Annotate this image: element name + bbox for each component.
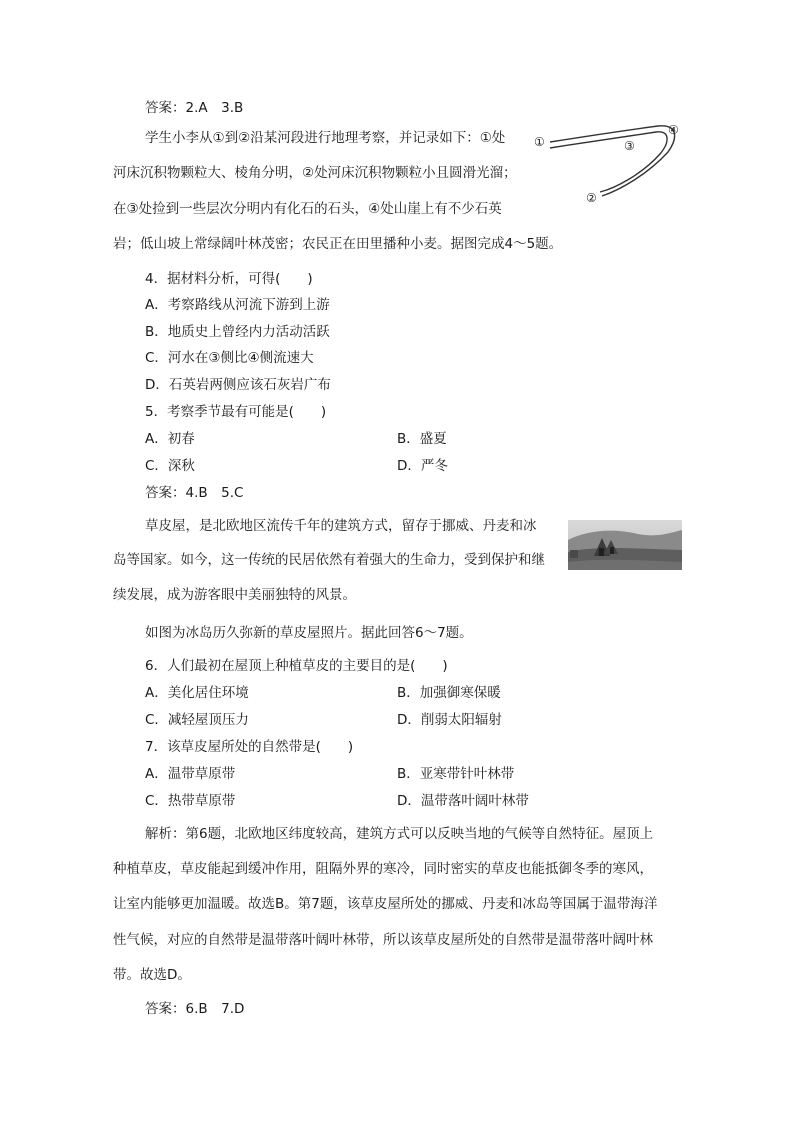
- river-bank-outer: [550, 126, 675, 196]
- q5-option-b: B．盛夏: [397, 431, 447, 447]
- analysis-line2: 种植草皮，草皮能起到缓冲作用，阻隔外界的寒冷，同时密实的草皮也能抵御冬季的寒风，: [113, 861, 653, 877]
- turf-house-image: [568, 520, 682, 570]
- q7-option-d: D．温带落叶阔叶林带: [397, 793, 529, 809]
- q4-option-c: C．河水在③侧比④侧流速大: [145, 350, 314, 366]
- q6-stem: 6．人们最初在屋顶上种植草皮的主要目的是( ): [145, 658, 448, 674]
- intro1-line2: 河床沉积物颗粒大、棱角分明，②处河床沉积物颗粒小且圆滑光溜；: [113, 165, 517, 181]
- river-label-1: ①: [534, 135, 545, 149]
- analysis-line1: 解析：第6题，北欧地区纬度较高，建筑方式可以反映当地的气候等自然特征。屋顶上: [145, 826, 654, 842]
- q7-option-c: C．热带草原带: [145, 793, 236, 809]
- intro2-line4: 如图为冰岛历久弥新的草皮屋照片。据此回答6～7题。: [145, 625, 473, 641]
- q4-option-b: B．地质史上曾经内力活动活跃: [145, 324, 330, 340]
- river-label-3: ③: [624, 139, 635, 153]
- q4-option-d: D．石英岩两侧应该石灰岩广布: [145, 377, 331, 393]
- q5-option-d: D．严冬: [397, 458, 448, 474]
- intro1-line1: 学生小李从①到②沿某河段进行地理考察，并记录如下：①处: [145, 130, 506, 146]
- intro1-line4: 岩；低山坡上常绿阔叶林茂密；农民正在田里播种小麦。据图完成4～5题。: [113, 236, 563, 252]
- q5-option-c: C．深秋: [145, 458, 195, 474]
- q6-option-c: C．减轻屋顶压力: [145, 712, 249, 728]
- q6-option-d: D．削弱太阳辐射: [397, 712, 502, 728]
- answer-6-7: 答案：6.B 7.D: [145, 1001, 245, 1017]
- q7-stem: 7．该草皮屋所处的自然带是( ): [145, 739, 354, 755]
- q5-option-a: A．初春: [145, 431, 195, 447]
- q6-option-b: B．加强御寒保暖: [397, 685, 501, 701]
- river-bank-inner: [550, 132, 667, 192]
- river-label-2: ②: [586, 191, 597, 205]
- q7-option-a: A．温带草原带: [145, 766, 236, 782]
- turf-house-photo: [568, 520, 682, 570]
- analysis-line3: 让室内能够更加温暖。故选B。第7题，该草皮屋所处的挪威、丹麦和冰岛等国属于温带海洋: [113, 896, 658, 912]
- river-label-4: ④: [668, 123, 679, 137]
- intro1-line3: 在③处捡到一些层次分明内有化石的石头，④处山崖上有不少石英: [113, 201, 502, 217]
- q7-option-b: B．亚寒带针叶林带: [397, 766, 515, 782]
- river-figure: [528, 118, 688, 210]
- answer-4-5: 答案：4.B 5.C: [145, 485, 244, 501]
- intro2-line2: 岛等国家。如今，这一传统的民居依然有着强大的生命力，受到保护和继: [113, 552, 545, 568]
- q4-option-a: A．考察路线从河流下游到上游: [145, 297, 330, 313]
- analysis-line4: 性气候，对应的自然带是温带落叶阔叶林带，所以该草皮屋所处的自然带是温带落叶阔叶林: [113, 932, 653, 948]
- q5-stem: 5．考察季节最有可能是( ): [145, 404, 327, 420]
- q4-stem: 4．据材料分析，可得( ): [145, 271, 313, 287]
- intro2-line1: 草皮屋，是北欧地区流传千年的建筑方式，留存于挪威、丹麦和冰: [145, 518, 537, 534]
- analysis-line5: 带。故选D。: [113, 967, 191, 983]
- q6-option-a: A．美化居住环境: [145, 685, 249, 701]
- intro2-line3: 续发展，成为游客眼中美丽独特的风景。: [113, 587, 356, 603]
- answer-2-3: 答案：2.A 3.B: [145, 100, 244, 116]
